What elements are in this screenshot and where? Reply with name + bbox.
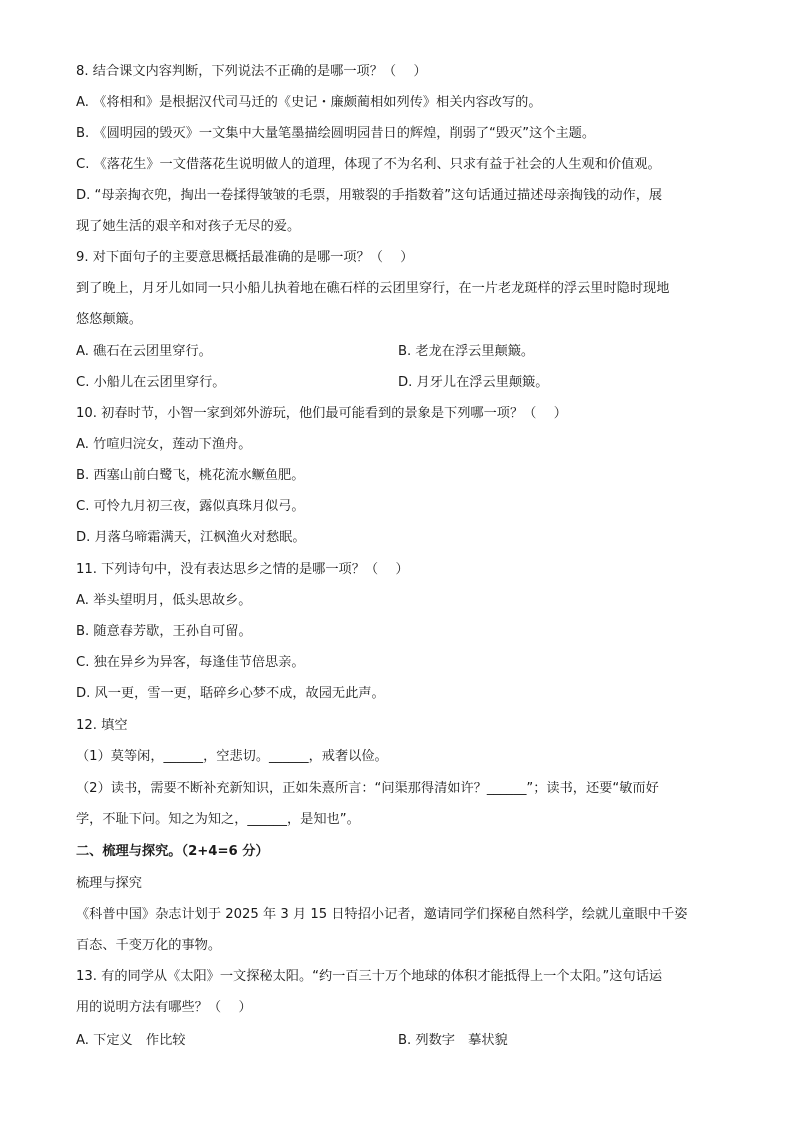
q12-part2-line2: 学，不耻下问。知之为知之，______，是知也”。 — [76, 812, 360, 827]
q13-option-a: A. 下定义 作比较 — [76, 1033, 186, 1048]
q11-option-d: D. 风一更，雪一更，聒碎乡心梦不成，故园无此声。 — [76, 686, 385, 701]
q8-option-d-line1: D. “母亲掏衣兜，掏出一卷揉得皱皱的毛票，用皲裂的手指数着”这句话通过描述母亲掏钱的动作，展 — [76, 188, 663, 203]
q9-option-b: B. 老龙在浮云里颠簸。 — [398, 344, 535, 359]
q11-option-b: B. 随意春芳歇，王孙自可留。 — [76, 624, 252, 639]
q13-option-b: B. 列数字 摹状貌 — [398, 1033, 508, 1048]
section2-subtitle: 梳理与探究 — [76, 876, 142, 891]
section2-heading: 二、梳理与探究。（2+4=6 分） — [76, 844, 269, 859]
section2-intro-line2: 百态、千变万化的事物。 — [76, 938, 222, 953]
q10-option-d: D. 月落乌啼霜满天，江枫渔火对愁眠。 — [76, 530, 306, 545]
q12-part1: （1）莫等闲，______，空悲切。______，戒奢以俭。 — [76, 749, 388, 764]
q8-stem: 8. 结合课文内容判断，下列说法不正确的是哪一项？（ ） — [76, 64, 427, 79]
q8-option-b: B. 《圆明园的毁灭》一文集中大量笔墨描绘圆明园昔日的辉煌，削弱了“毁灭”这个主题。 — [76, 126, 596, 141]
q11-stem: 11. 下列诗句中，没有表达思乡之情的是哪一项？（ ） — [76, 562, 409, 577]
q10-option-b: B. 西塞山前白鹭飞，桃花流水鳜鱼肥。 — [76, 468, 305, 483]
q10-option-c: C. 可怜九月初三夜，露似真珠月似弓。 — [76, 499, 305, 514]
q8-option-d-line2: 现了她生活的艰辛和对孩子无尽的爱。 — [76, 219, 301, 234]
section2-intro-line1: 《科普中国》杂志计划于 2025 年 3 月 15 日特招小记者，邀请同学们探秘自然科学，绘就儿童眼中千姿 — [76, 907, 688, 922]
q12-part2-line1: （2）读书，需要不断补充新知识，正如朱熹所言：“问渠那得清如许？______”；读书，还要“敏而好 — [76, 781, 659, 796]
q9-sentence-line1: 到了晚上，月牙儿如同一只小船儿执着地在礁石样的云团里穿行，在一片老龙斑样的浮云里时隐时现地 — [76, 281, 670, 296]
q9-option-d: D. 月牙儿在浮云里颠簸。 — [398, 375, 549, 390]
q12-stem: 12. 填空 — [76, 718, 128, 733]
q9-stem: 9. 对下面句子的主要意思概括最准确的是哪一项？（ ） — [76, 250, 414, 265]
q10-option-a: A. 竹喧归浣女，莲动下渔舟。 — [76, 437, 252, 452]
q9-option-a: A. 礁石在云团里穿行。 — [76, 344, 212, 359]
q10-stem: 10. 初春时节，小智一家到郊外游玩，他们最可能看到的景象是下列哪一项？（ ） — [76, 406, 567, 421]
q8-option-c: C. 《落花生》一文借落花生说明做人的道理，体现了不为名利、只求有益于社会的人生观和价值观。 — [76, 157, 661, 172]
q11-option-c: C. 独在异乡为异客，每逢佳节倍思亲。 — [76, 655, 305, 670]
q11-option-a: A. 举头望明月，低头思故乡。 — [76, 593, 252, 608]
q13-stem-line2: 用的说明方法有哪些？（ ） — [76, 1000, 252, 1015]
q8-option-a: A. 《将相和》是根据汉代司马迁的《史记・廉颇蔺相如列传》相关内容改写的。 — [76, 95, 542, 110]
q9-option-c: C. 小船儿在云团里穿行。 — [76, 375, 226, 390]
q9-sentence-line2: 悠悠颠簸。 — [76, 312, 142, 327]
q13-stem-line1: 13. 有的同学从《太阳》一文探秘太阳。“约一百三十万个地球的体积才能抵得上一个太阳。”这句话运 — [76, 969, 663, 984]
